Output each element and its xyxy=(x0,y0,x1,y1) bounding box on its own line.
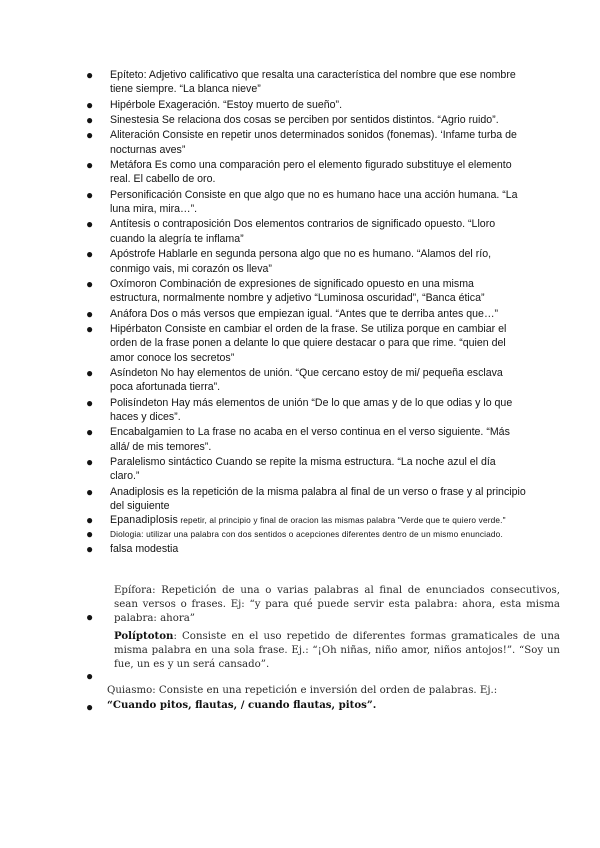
bullet-icon: ● xyxy=(86,113,94,127)
bullet-icon: ● xyxy=(86,365,94,380)
list-item: ● Hipérbole Exageración. “Estoy muerto de sueño”. xyxy=(86,97,343,112)
bullet-icon: ● xyxy=(86,395,94,410)
list-item: ● Anadiplosis es la repetición de la misma palabra al final de un verso o frase y al principio del siguiente xyxy=(86,484,526,513)
bullet-icon: ● xyxy=(86,217,94,232)
bullet-icon: ● xyxy=(86,158,94,172)
figures-list xyxy=(86,68,526,558)
list-item: ● Paralelismo sintáctico Cuando se repite la misma estructura. “La noche azul el día claro.” xyxy=(86,455,496,483)
quiasmo-block: Quiasmo: Consiste en una repetición e inversión del orden de palabras. Ej.: “Cuando pitos, flautas, / cuando flautas, pitos”. xyxy=(107,685,498,711)
bullet-icon: ● xyxy=(86,542,94,557)
list-item: ● Hipérbaton Consiste en cambiar el orden de la frase. Se utiliza porque en cambiar el orden de la frase ponen a delante lo que quiere destacar o para que rime. “quien del amor conoce los secretos” xyxy=(86,321,507,364)
list-item: ● Personificación Consiste en que algo que no es humano hace una acción humana. “La luna mira, mira…”. xyxy=(86,187,518,216)
bullet-icon: ● xyxy=(86,128,94,143)
bullet-icon: ● xyxy=(86,97,94,112)
list-item: ● Apóstrofe Hablarle en segunda persona algo que no es humano. “Alamos del río, conmigo vais, mi corazón os lleva” xyxy=(86,247,492,275)
bullet-icon: ● xyxy=(86,321,94,336)
list-item: ● Metáfora Es como una comparación pero el elemento figurado substituye el elemento real. El cabello de oro. xyxy=(86,158,512,186)
poliptoton-block: Políptoton: Consiste en el uso repetido de diferentes formas gramaticales de una misma palabra en una sola frase. Ej.: “¡Oh niñas, niño amor, niños antojos!”. “Soy un fue, un es y un será cansado”. xyxy=(114,630,560,670)
list-item: ● Sinestesia Se relaciona dos cosas se perciben por sentidos distintos. “Agrio ruido”. xyxy=(86,113,499,127)
bullet-icon: ● xyxy=(86,306,94,321)
bullet-icon: ● xyxy=(86,527,94,542)
bullet-icon: ● xyxy=(86,247,94,262)
list-item: ● Asíndeton No hay elementos de unión. “Que cercano estoy de mi/ pequeña esclava poca afortunada tierra”. xyxy=(86,365,503,394)
bullet-icon: ● xyxy=(86,276,94,291)
bullet-icon: ● xyxy=(86,669,94,683)
list-item: ● Antítesis o contraposición Dos elementos contrarios de significado opuesto. “Lloro cuando la alegría te inflama” xyxy=(86,217,496,245)
list-item: ● Aliteración Consiste en repetir unos determinados sonidos (fonemas). ‘Infame turba de nocturnas aves” xyxy=(86,128,517,156)
list-item-epanadiplosis: ● Epanadiplosis repetir, al principio y final de oracion las mismas palabra "Verde que te quiero verde." xyxy=(86,513,506,528)
bullet-icon: ● xyxy=(86,513,94,528)
list-item: ● Anáfora Dos o más versos que empiezan igual. “Antes que te derriba antes que…” xyxy=(86,306,499,321)
bullet-icon: ● xyxy=(86,484,94,499)
bullet-icon: ● xyxy=(86,68,94,82)
bullet-icon: ● xyxy=(86,610,94,624)
bullet-icon: ● xyxy=(86,700,94,714)
epifora-block: Epífora: Repetición de una o varias palabras al final de enunciados consecutivos, sean versos o frases. Ej: “y para qué puede servir esta palabra: ahora, esta misma palabra: ahora” xyxy=(114,585,560,624)
list-item-falsa-modestia: ● falsa modestia xyxy=(86,542,179,557)
list-item: ● Epíteto: Adjetivo calificativo que resalta una característica del nombre que ese nombre tiene siempre. “La blanca nieve” xyxy=(86,68,516,96)
list-item-diologia: ● Diologia: utilizar una palabra con dos sentidos o acepciones diferentes dentro de un mismo enunciado. xyxy=(86,527,503,542)
list-item: ● Encabalgamien to La frase no acaba en el verso continua en el verso siguiente. “Más allá/ de mis temores”. xyxy=(86,425,510,453)
bullet-icon: ● xyxy=(86,455,94,470)
bullet-icon: ● xyxy=(86,425,94,440)
list-item: ● Polisíndeton Hay más elementos de unión “De lo que amas y de lo que odias y lo que haces y dices”. xyxy=(86,395,513,424)
bullet-icon: ● xyxy=(86,187,94,202)
list-item: ● Oxímoron Combinación de expresiones de significado opuesto en una misma estructura, normalmente nombre y adjetivo “Luminosa oscuridad”, “Banca ética” xyxy=(86,276,485,305)
